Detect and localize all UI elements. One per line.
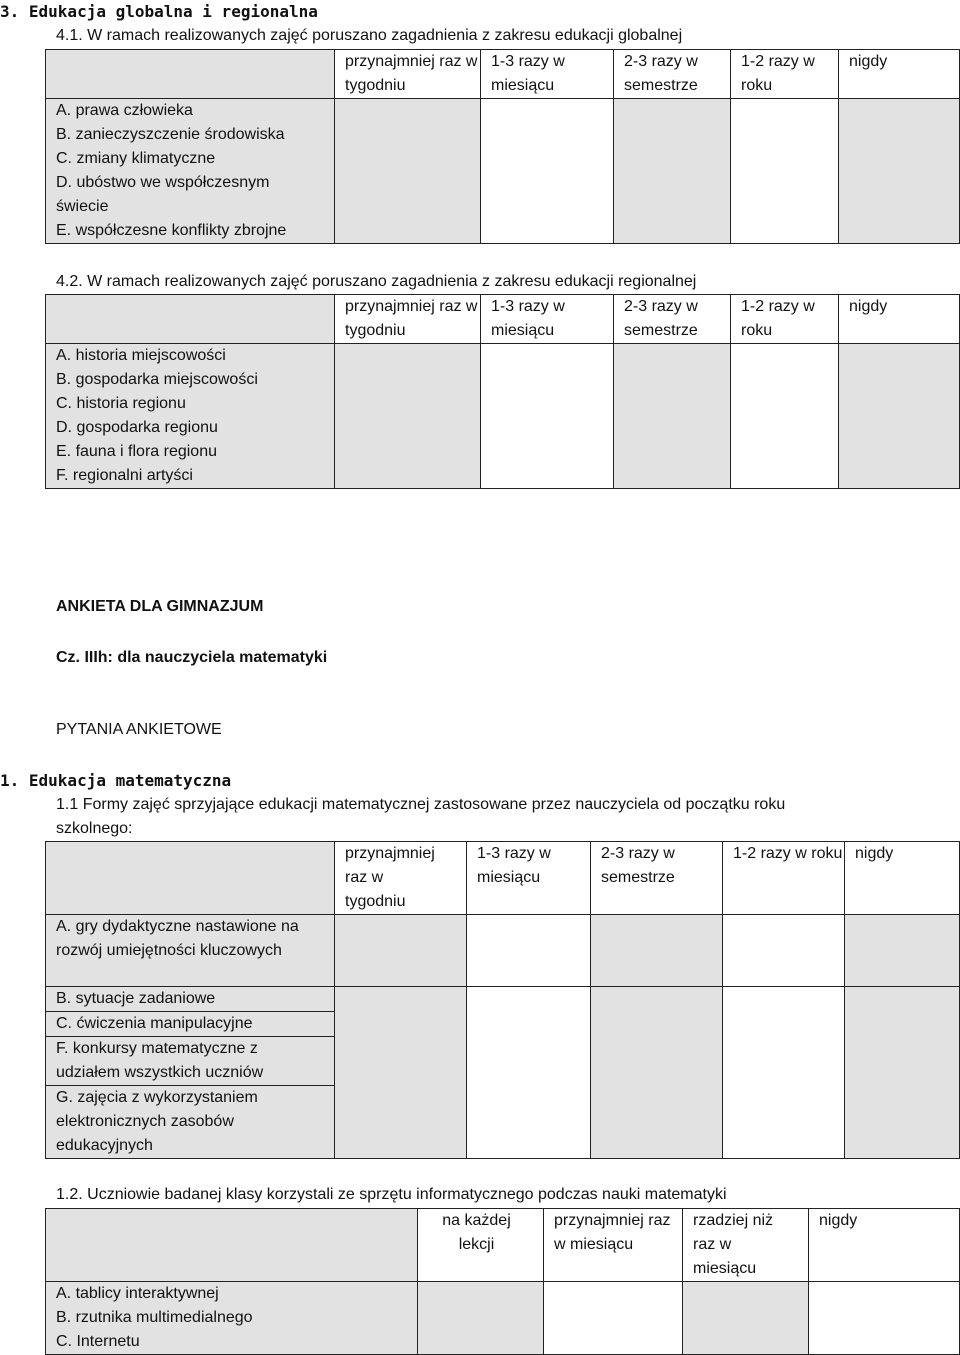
header-blank (46, 842, 335, 915)
header-blank (46, 50, 335, 99)
row-label: D. gospodarka regionu (46, 416, 335, 440)
column-header: 1-2 razy w roku (731, 50, 839, 99)
column-header: 1-3 razy w miesiącu (481, 295, 614, 344)
row-label: C. zmiany klimatyczne (46, 147, 335, 171)
row-label: G. zajęcia z wykorzystaniem elektronicznych zasobów edukacyjnych (46, 1086, 335, 1159)
answer-cell[interactable] (614, 344, 731, 489)
row-label: A. prawa człowieka (46, 99, 335, 124)
answer-cell[interactable] (845, 987, 960, 1159)
answer-cell[interactable] (467, 987, 591, 1159)
question-4-2-title: 4.2. W ramach realizowanych zajęć poruszano zagadnienia z zakresu edukacji regionalnej (56, 273, 697, 290)
row-label: F. regionalni artyści (46, 464, 335, 489)
answer-cell[interactable] (731, 99, 839, 244)
answer-cell[interactable] (335, 99, 481, 244)
answer-cell[interactable] (839, 99, 960, 244)
row-label: E. fauna i flora regionu (46, 440, 335, 464)
table-1-1 (45, 841, 960, 1159)
answer-cell[interactable] (335, 344, 481, 489)
column-header: 1-2 razy w roku (723, 842, 845, 915)
question-1-2-title: 1.2. Uczniowie badanej klasy korzystali ze sprzętu informatycznego podczas nauki matematyki (56, 1186, 727, 1203)
answer-cell[interactable] (335, 915, 467, 987)
column-header: na każdej lekcji (418, 1209, 544, 1282)
column-header: nigdy (809, 1209, 960, 1282)
questions-label: PYTANIA ANKIETOWE (56, 721, 222, 738)
column-header: 1-2 razy w roku (731, 295, 839, 344)
column-header: nigdy (839, 295, 960, 344)
column-header: 1-3 razy w miesiącu (467, 842, 591, 915)
row-label: A. gry dydaktyczne nastawione na rozwój umiejętności kluczowych (46, 915, 335, 987)
survey-part: Cz. IIIh: dla nauczyciela matematyki (56, 649, 328, 666)
row-label: B. sytuacje zadaniowe (46, 987, 335, 1012)
question-1-1-title-cont: szkolnego: (56, 820, 133, 837)
answer-cell[interactable] (614, 99, 731, 244)
row-label: C. Internetu (46, 1330, 418, 1355)
answer-cell[interactable] (544, 1282, 683, 1355)
answer-cell[interactable] (481, 99, 614, 244)
row-label: B. gospodarka miejscowości (46, 368, 335, 392)
column-header: przynajmniej raz w miesiącu (544, 1209, 683, 1282)
column-header: przynajmniej raz w tygodniu (335, 295, 481, 344)
answer-cell[interactable] (809, 1282, 960, 1355)
answer-cell[interactable] (467, 915, 591, 987)
section-1-heading: 1. Edukacja matematyczna (0, 771, 232, 790)
column-header: nigdy (839, 50, 960, 99)
column-header: 2-3 razy w semestrze (591, 842, 723, 915)
column-header: 2-3 razy w semestrze (614, 50, 731, 99)
answer-cell[interactable] (723, 987, 845, 1159)
answer-cell[interactable] (335, 987, 467, 1159)
question-4-1-title: 4.1. W ramach realizowanych zajęć poruszano zagadnienia z zakresu edukacji globalnej (56, 27, 683, 44)
answer-cell[interactable] (481, 344, 614, 489)
row-label: B. zanieczyszczenie środowiska (46, 123, 335, 147)
row-label: B. rzutnika multimedialnego (46, 1306, 418, 1330)
answer-cell[interactable] (839, 344, 960, 489)
column-header: nigdy (845, 842, 960, 915)
row-label: C. ćwiczenia manipulacyjne (46, 1012, 335, 1037)
table-1-2 (45, 1208, 960, 1355)
table-4-2 (45, 294, 960, 489)
answer-cell[interactable] (591, 915, 723, 987)
row-label: A. tablicy interaktywnej (46, 1282, 418, 1307)
row-label: F. konkursy matematyczne z udziałem wszystkich uczniów (46, 1037, 335, 1086)
table-4-1 (45, 49, 960, 244)
answer-cell[interactable] (683, 1282, 809, 1355)
answer-cell[interactable] (591, 987, 723, 1159)
answer-cell[interactable] (723, 915, 845, 987)
row-label: A. historia miejscowości (46, 344, 335, 369)
column-header: przynajmniej raz w tygodniu (335, 50, 481, 99)
column-header: 1-3 razy w miesiącu (481, 50, 614, 99)
column-header: 2-3 razy w semestrze (614, 295, 731, 344)
section-3-heading: 3. Edukacja globalna i regionalna (0, 2, 318, 21)
row-label: E. współczesne konflikty zbrojne (46, 219, 335, 244)
header-blank (46, 295, 335, 344)
answer-cell[interactable] (845, 915, 960, 987)
survey-title: ANKIETA DLA GIMNAZJUM (56, 598, 264, 615)
header-blank (46, 1209, 418, 1282)
answer-cell[interactable] (731, 344, 839, 489)
question-1-1-title: 1.1 Formy zajęć sprzyjające edukacji matematycznej zastosowane przez nauczyciela od początku roku (56, 796, 786, 813)
row-label: D. ubóstwo we współczesnym świecie (46, 171, 335, 219)
row-label: C. historia regionu (46, 392, 335, 416)
column-header: przynajmniej raz w tygodniu (335, 842, 467, 915)
answer-cell[interactable] (418, 1282, 544, 1355)
column-header: rzadziej niż raz w miesiącu (683, 1209, 809, 1282)
